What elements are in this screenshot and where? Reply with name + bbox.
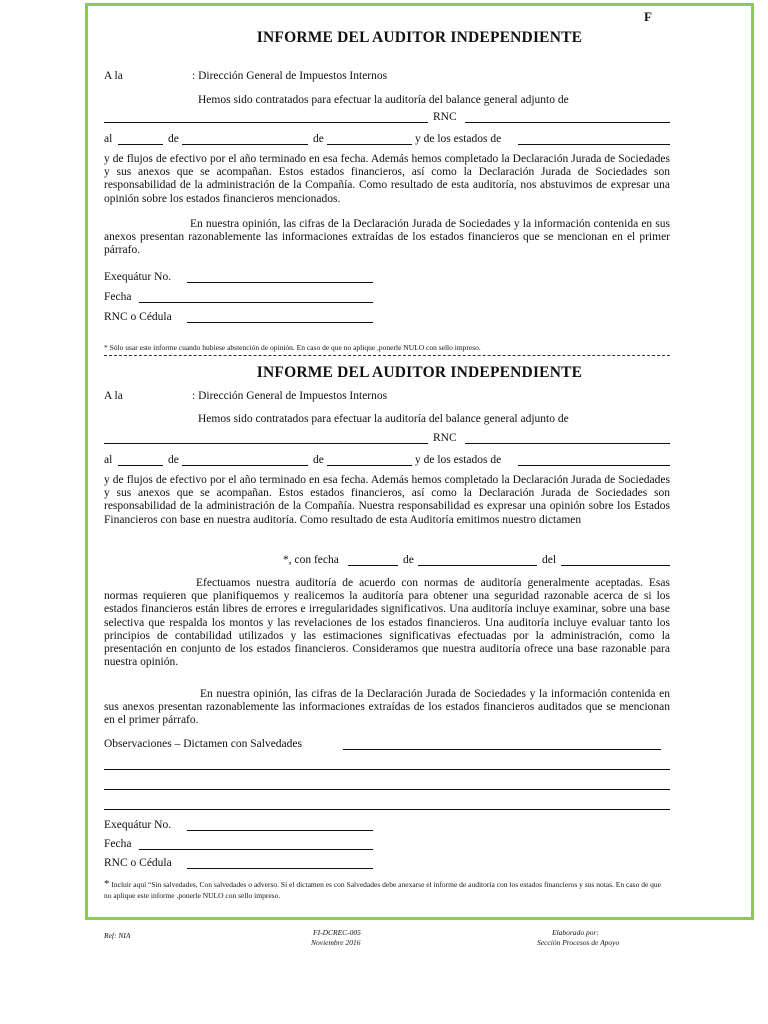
rnc-cedula-label: RNC o Cédula: [104, 857, 172, 869]
footnote: [104, 879, 670, 901]
day-field[interactable]: [118, 465, 163, 466]
month-field[interactable]: [182, 465, 308, 466]
company-name-field[interactable]: [104, 122, 428, 123]
observaciones-field[interactable]: [343, 749, 661, 750]
estados-label: y de los estados de: [415, 454, 502, 466]
separator: [104, 355, 670, 356]
estados-field[interactable]: [518, 465, 670, 466]
con-fecha-label: *, con fecha: [283, 554, 339, 566]
de-label: de: [403, 554, 414, 566]
footnote-text: Incluir aquí “Sin salvedades, Con salvedades o adverso. Si el dictamen es con Salvedades debe anexarse el informe de auditoría con los estados financieros y sus notas. En caso de que no aplique este informe ,ponerle NULO con sello impreso.: [104, 880, 661, 900]
fecha-label: Fecha: [104, 291, 132, 303]
intro-text: Hemos sido contratados para efectuar la auditoría del balance general adjunto de: [198, 413, 569, 425]
opinion-paragraph: [104, 218, 670, 258]
addressee: : Dirección General de Impuestos Internos: [192, 390, 388, 402]
del-label: del: [542, 554, 557, 566]
observaciones-line[interactable]: [104, 809, 670, 810]
year-field[interactable]: [327, 144, 412, 145]
dictamen-year-field[interactable]: [561, 565, 670, 566]
exequatur-label: Exequátur No.: [104, 271, 172, 283]
rnc-label: RNC: [433, 111, 457, 123]
paragraph-text: Efectuamos nuestra auditoría de acuerdo con normas de auditoría generalmente aceptadas. Esas normas requieren que planifiquemos y realicemos la auditoría para obtener una seguridad razonable acerca de si los estados financieros están libres de errores e irregularidades significativos. Una auditoría incluye examinar, sobre una base selectiva que respalda los montos y las revelaciones de los estados financieros. Una auditoría incluye evaluar tanto los principios de contabilidad utilizados y las estimaciones significativas efectuadas por la administración, como la presentación en conjunto de los estados financieros. Consideramos que nuestra auditoría ofrece una base razonable para nuestra opinión.: [104, 577, 670, 669]
rnc-cedula-field[interactable]: [187, 868, 373, 869]
a-la-label: A la: [104, 70, 123, 82]
paragraph-text: En nuestra opinión, las cifras de la Declaración Jurada de Sociedades y la información contenida en sus anexos presentan razonablemente las informaciones extraídas de los estados financieros auditados que se mencionan en el primer párrafo.: [104, 688, 670, 727]
estados-field[interactable]: [518, 144, 670, 145]
exequatur-field[interactable]: [187, 282, 373, 283]
footer-date: Noviembre 2016: [311, 938, 361, 947]
footer-ref: Ref: NIA: [104, 931, 131, 940]
paragraph-text: y de flujos de efectivo por el año terminado en esa fecha. Además hemos completado la Declaración Jurada de Sociedades y sus anexos que se acompañan. Estos estados financieros, así como la Declaración Jurada de Sociedades son responsabilidad de la administración de la Compañía. Como resultado de esta auditoría, nos abstuvimos de expresar una opinión sobre los estados financieros mencionados.: [104, 153, 670, 205]
estados-label: y de los estados de: [415, 133, 502, 145]
report-title-2: INFORME DEL AUDITOR INDEPENDIENTE: [256, 364, 583, 381]
rnc-cedula-label: RNC o Cédula: [104, 311, 172, 323]
audit-standards-paragraph: [104, 577, 670, 669]
observaciones-line[interactable]: [104, 789, 670, 790]
paragraph: [104, 474, 670, 527]
month-field[interactable]: [182, 144, 308, 145]
paragraph: [104, 153, 670, 206]
de-label: de: [168, 133, 179, 145]
day-field[interactable]: [118, 144, 163, 145]
form-letter: F: [644, 9, 652, 24]
rnc-label: RNC: [433, 432, 457, 444]
opinion-paragraph: [104, 688, 670, 728]
paragraph-text: En nuestra opinión, las cifras de la Declaración Jurada de Sociedades y la información contenida en sus anexos presentan razonablemente las informaciones extraídas de los estados financieros que se mencionan en el primer párrafo.: [104, 218, 670, 257]
dictamen-day-field[interactable]: [348, 565, 398, 566]
a-la-label: A la: [104, 390, 123, 402]
company-name-field[interactable]: [104, 443, 428, 444]
year-field[interactable]: [327, 465, 412, 466]
footer-seccion: Sección Procesos de Apoyo: [537, 938, 620, 947]
footnote: * Sólo usar este informe cuando hubiese abstención de opinión. En caso de que no aplique ,ponerle NULO con sello impreso.: [104, 343, 481, 352]
intro-text: Hemos sido contratados para efectuar la auditoría del balance general adjunto de: [198, 94, 569, 106]
de-label: de: [168, 454, 179, 466]
al-label: al: [104, 133, 113, 145]
exequatur-label: Exequátur No.: [104, 819, 172, 831]
de-label: de: [313, 454, 324, 466]
footer-code: FI-DCREC-005: [313, 928, 361, 937]
fecha-label: Fecha: [104, 838, 132, 850]
exequatur-field[interactable]: [187, 830, 373, 831]
rnc-cedula-field[interactable]: [187, 322, 373, 323]
rnc-field[interactable]: [465, 122, 670, 123]
addressee: : Dirección General de Impuestos Internos: [192, 70, 388, 82]
report-title-1: INFORME DEL AUDITOR INDEPENDIENTE: [256, 29, 583, 46]
observaciones-line[interactable]: [104, 769, 670, 770]
fecha-field[interactable]: [139, 302, 373, 303]
observaciones-label: Observaciones – Dictamen con Salvedades: [104, 738, 302, 750]
fecha-field[interactable]: [139, 849, 373, 850]
asterisk: *: [104, 878, 110, 890]
de-label: de: [313, 133, 324, 145]
dictamen-month-field[interactable]: [418, 565, 537, 566]
paragraph-text: y de flujos de efectivo por el año terminado en esa fecha. Además hemos completado la Declaración Jurada de Sociedades y sus anexos que se acompañan. Estos estados financieros, así como la Declaración Jurada de Sociedades son responsabilidad de la administración de la Compañía. Nuestra responsabilidad es expresar una opinión sobre los Estados Financieros con base en nuestra auditoría. Como resultado de esta Auditoría emitimos nuestro dictamen: [104, 474, 670, 526]
rnc-field[interactable]: [465, 443, 670, 444]
al-label: al: [104, 454, 113, 466]
footer-elaborado: Elaborado por:: [552, 928, 599, 937]
